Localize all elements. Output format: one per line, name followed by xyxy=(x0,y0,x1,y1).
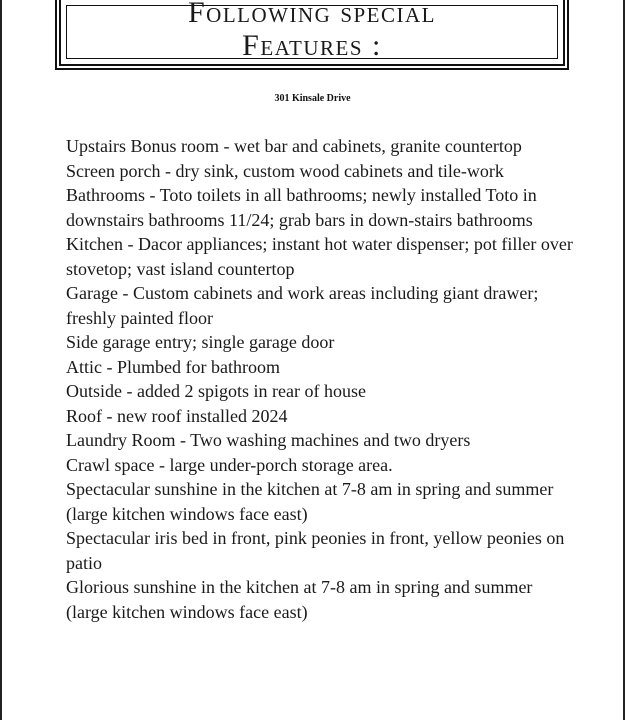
feature-item: Attic - Plumbed for bathroom xyxy=(66,356,280,377)
property-address: 301 Kinsale Drive xyxy=(274,93,351,104)
feature-item: Spectacular iris bed in front, pink peonies in front, yellow peonies on patio xyxy=(66,528,565,573)
feature-item: Outside - added 2 spigots in rear of house xyxy=(66,381,366,401)
feature-item: Crawl space - large under-porch storage area. xyxy=(66,454,393,475)
feature-item: Garage - Custom cabinets and work areas including giant drawer; freshly painted floor xyxy=(66,283,539,328)
features-list xyxy=(66,134,576,624)
feature-item: Laundry Room - Two washing machines and two dryers xyxy=(66,430,471,450)
feature-item: Upstairs Bonus room - wet bar and cabinets, granite countertop xyxy=(66,136,522,156)
feature-item: Roof - new roof installed 2024 xyxy=(66,405,288,426)
feature-item: Screen porch - dry sink, custom wood cabinets and tile-work xyxy=(66,160,504,181)
feature-item: Side garage entry; single garage door xyxy=(66,332,335,352)
feature-item: Bathrooms - Toto toilets in all bathrooms; newly installed Toto in downstairs bathrooms 11/24; grab bars in down-stairs bathrooms xyxy=(66,185,537,230)
title-line-1: Following special xyxy=(188,0,436,29)
feature-item: Glorious sunshine in the kitchen at 7-8 am in spring and summer (large kitchen windows face east) xyxy=(66,577,533,622)
feature-item: Kitchen - Dacor appliances; instant hot water dispenser; pot filler over stovetop; vast island countertop xyxy=(66,234,573,279)
title-frame xyxy=(55,0,569,70)
title-line-2: Features : xyxy=(242,29,382,62)
feature-item: Spectacular sunshine in the kitchen at 7-8 am in spring and summer (large kitchen windows face east) xyxy=(66,479,554,524)
